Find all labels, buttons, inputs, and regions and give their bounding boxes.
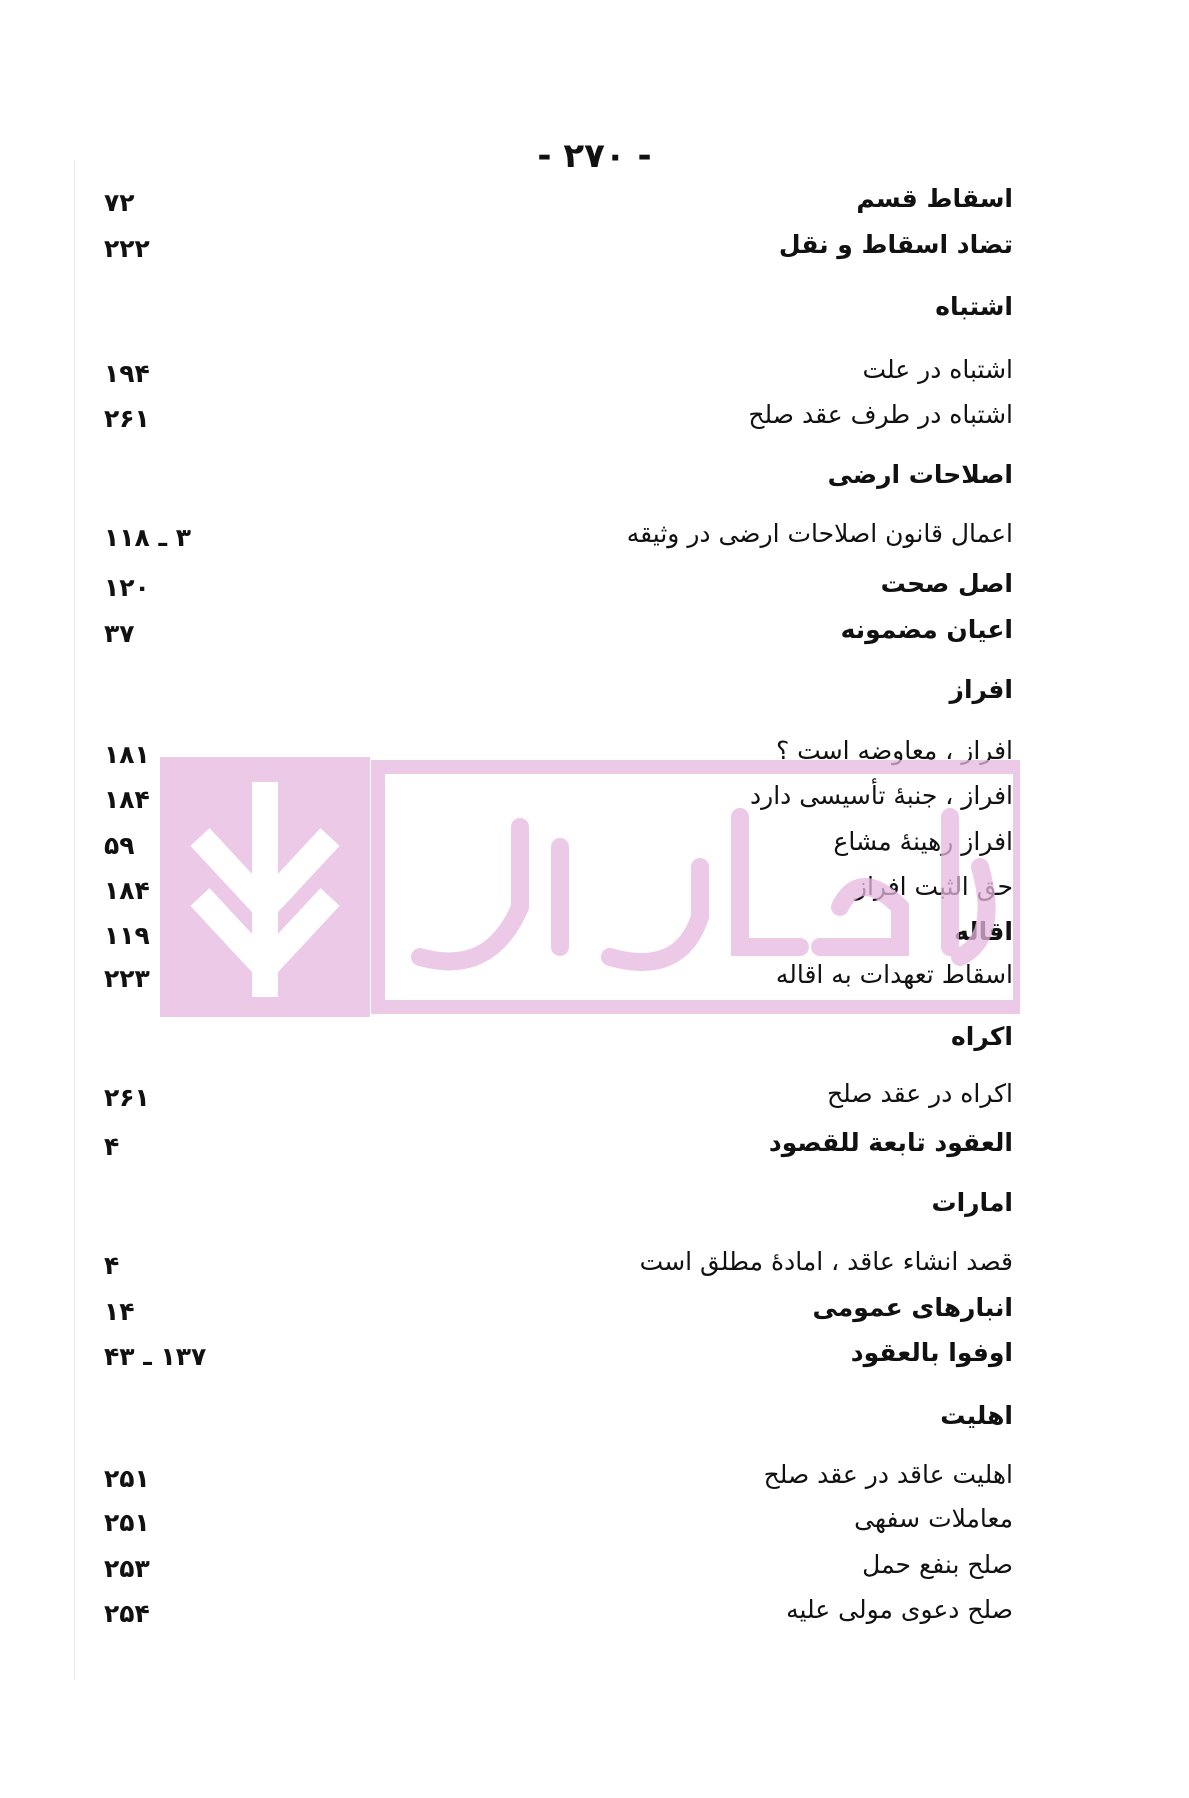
entry-page-number: ۷۲ <box>104 188 135 217</box>
entry-label: اصلاحات ارضی <box>827 460 1013 489</box>
index-entry <box>0 1336 1189 1376</box>
entry-label: اقاله <box>954 917 1013 946</box>
entry-page-number: ۳ ـ ۱۱۸ <box>104 523 191 552</box>
entry-page-number: ۲۵۳ <box>104 1554 150 1583</box>
entry-label: افراز رهینهٔ مشاع <box>833 827 1013 856</box>
index-entry <box>0 613 1189 653</box>
entry-page-number: ۲۵۴ <box>104 1599 150 1628</box>
entry-label: اهلیت <box>940 1401 1013 1430</box>
entry-label: انبارهای عمومی <box>812 1293 1013 1322</box>
index-entry <box>0 1593 1189 1633</box>
entry-page-number: ۱۴ <box>104 1297 135 1326</box>
entry-label: افراز ، جنبهٔ تأسیسی دارد <box>749 781 1013 810</box>
index-heading <box>0 673 1189 713</box>
entry-label: العقود تابعة للقصود <box>768 1128 1013 1157</box>
entry-label: اشتباه در طرف عقد صلح <box>748 400 1013 429</box>
entry-page-number: ۱۸۴ <box>104 785 150 814</box>
entry-label: اهلیت عاقد در عقد صلح <box>763 1460 1013 1489</box>
index-entry <box>0 958 1189 998</box>
entry-page-number: ۲۵۱ <box>104 1464 150 1493</box>
index-entry <box>0 870 1189 910</box>
index-entry <box>0 1458 1189 1498</box>
entry-page-number: ۲۵۱ <box>104 1508 150 1537</box>
entry-label: قصد انشاء عاقد ، امادهٔ مطلق است <box>639 1247 1013 1276</box>
index-entry <box>0 779 1189 819</box>
entry-label: صلح بنفع حمل <box>862 1550 1013 1579</box>
entry-page-number: ۱۲۰ <box>104 573 150 602</box>
index-entry <box>0 734 1189 774</box>
entry-label: اصل صحت <box>880 569 1013 598</box>
entry-page-number: ۲۲۳ <box>104 964 150 993</box>
entry-page-number: ۳۷ <box>104 619 135 648</box>
entry-page-number: ۱۸۱ <box>104 740 150 769</box>
index-entry <box>0 567 1189 607</box>
entry-label: تضاد اسقاط و نقل <box>778 230 1013 259</box>
index-entry <box>0 353 1189 393</box>
index-heading <box>0 1186 1189 1226</box>
entry-label: اسقاط تعهدات به اقاله <box>775 960 1013 989</box>
index-entry <box>0 1502 1189 1542</box>
entry-label: اشتباه <box>935 292 1013 321</box>
page-number: - ۲۷۰ - <box>537 136 652 176</box>
index-entry <box>0 228 1189 268</box>
index-heading <box>0 1020 1189 1060</box>
index-heading <box>0 1399 1189 1439</box>
entry-page-number: ۱۸۴ <box>104 876 150 905</box>
index-entry <box>0 1126 1189 1166</box>
index-entry <box>0 398 1189 438</box>
entry-page-number: ۴ <box>104 1132 120 1161</box>
entry-page-number: ۱۱۹ <box>104 921 150 950</box>
index-entry <box>0 915 1189 955</box>
entry-label: اکراه در عقد صلح <box>826 1079 1013 1108</box>
index-entry <box>0 1291 1189 1331</box>
entry-label: معاملات سفهی <box>854 1504 1013 1533</box>
entry-label: افراز ، معاوضه است ؟ <box>775 736 1013 765</box>
entry-label: امارات <box>931 1188 1013 1217</box>
entry-label: اسقاط قسم <box>856 184 1013 213</box>
index-entry <box>0 517 1189 557</box>
entry-page-number: ۱۹۴ <box>104 359 150 388</box>
entry-page-number: ۲۲۲ <box>104 234 150 263</box>
entry-label: اوفوا بالعقود <box>850 1338 1013 1367</box>
entry-label: افراز <box>949 675 1013 704</box>
entry-page-number: ۱۳۷ ـ ۴۳ <box>104 1342 207 1371</box>
entry-page-number: ۲۶۱ <box>104 404 150 433</box>
entry-label: اشتباه در علت <box>862 355 1013 384</box>
entry-page-number: ۲۶۱ <box>104 1083 150 1112</box>
entry-label: اعمال قانون اصلاحات ارضی در وثیقه <box>626 519 1013 548</box>
index-entry <box>0 182 1189 222</box>
index-heading <box>0 458 1189 498</box>
index-entry <box>0 1077 1189 1117</box>
entry-label: حق الثبت افراز <box>854 872 1013 901</box>
index-entry <box>0 1548 1189 1588</box>
entry-page-number: ۴ <box>104 1251 120 1280</box>
index-heading <box>0 290 1189 330</box>
entry-label: اکراه <box>951 1022 1013 1051</box>
index-entry <box>0 825 1189 865</box>
entry-label: صلح دعوی مولی علیه <box>786 1595 1013 1624</box>
index-entry <box>0 1245 1189 1285</box>
entry-label: اعیان مضمونه <box>840 615 1013 644</box>
entry-page-number: ۵۹ <box>104 831 135 860</box>
